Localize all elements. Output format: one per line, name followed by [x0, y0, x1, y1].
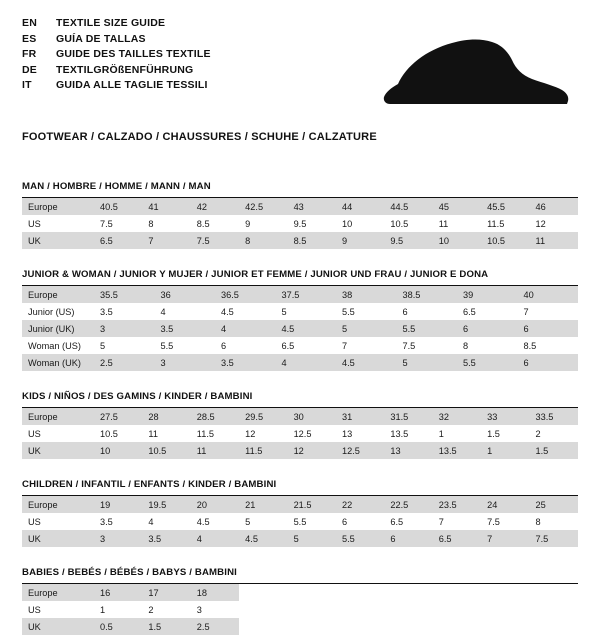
cell: 10 — [94, 442, 142, 459]
cell-empty — [288, 618, 336, 635]
section-children — [22, 479, 578, 547]
cell: 6 — [221, 340, 227, 351]
cell: 4.5 — [239, 530, 287, 547]
language-row — [22, 47, 211, 62]
cell: 8 — [239, 232, 287, 249]
cell: 7 — [438, 516, 444, 527]
cell: 40.5 — [94, 198, 142, 215]
cell: 4.5 — [221, 306, 234, 317]
cell: 4 — [160, 306, 166, 317]
language-title: GUIDA ALLE TAGLIE TESSILI — [56, 79, 208, 91]
cell: 23.5 — [433, 496, 481, 513]
cell: 13 — [384, 442, 432, 459]
cell: 36 — [155, 286, 216, 303]
cell: 36.5 — [215, 286, 276, 303]
cell: 4 — [215, 320, 276, 337]
cell: 28 — [142, 408, 190, 425]
section-kids — [22, 391, 578, 459]
cell: 11 — [191, 442, 239, 459]
cell: 33 — [481, 408, 529, 425]
cell: 11 — [530, 232, 578, 249]
cell-empty — [288, 584, 336, 601]
cell: 31.5 — [384, 408, 432, 425]
cell: 7 — [523, 306, 529, 317]
cell-empty — [288, 601, 336, 618]
cell: 3 — [94, 320, 155, 337]
table-row — [22, 198, 578, 215]
cell-empty — [481, 601, 529, 618]
cell: 31 — [336, 408, 384, 425]
table-row — [22, 513, 578, 530]
cell: 27.5 — [94, 408, 142, 425]
cell: 16 — [94, 584, 142, 601]
language-code: IT — [22, 79, 32, 91]
cell: 8 — [148, 218, 154, 229]
cell: 3.5 — [100, 516, 113, 527]
size-table-kids — [22, 408, 578, 459]
cell: 46 — [530, 198, 578, 215]
cell: 5 — [288, 530, 336, 547]
cell-empty — [530, 618, 578, 635]
table-row — [22, 618, 578, 635]
cell: 45.5 — [481, 198, 529, 215]
language-title: TEXTILE SIZE GUIDE — [56, 17, 166, 29]
language-code: DE — [22, 63, 37, 76]
table-row — [22, 303, 578, 320]
cell: 38.5 — [397, 286, 458, 303]
table-row — [22, 601, 578, 618]
language-title: TEXTILGRÖßENFÜHRUNG — [56, 63, 194, 76]
cell: 44.5 — [384, 198, 432, 215]
cell-empty — [481, 584, 529, 601]
cell: 41 — [142, 198, 190, 215]
cell: 43 — [288, 198, 336, 215]
language-row — [22, 78, 211, 93]
cell: 6.5 — [433, 530, 481, 547]
cell-empty — [336, 618, 384, 635]
cell: 6.5 — [94, 232, 142, 249]
section-title: MAN / HOMBRE / HOMME / MANN / MAN — [22, 181, 578, 198]
cell: 9.5 — [384, 232, 432, 249]
cell: 25 — [530, 496, 578, 513]
cell: 12 — [245, 428, 256, 439]
cell: 7 — [342, 340, 348, 351]
cell: 6 — [518, 320, 579, 337]
cell: 12.5 — [293, 428, 312, 439]
cell-empty — [239, 601, 287, 618]
cell: 2.5 — [191, 618, 239, 635]
cell: 5.5 — [160, 340, 174, 351]
cell-empty — [384, 584, 432, 601]
cell: 4 — [191, 530, 239, 547]
cell-empty — [384, 618, 432, 635]
cell: 6.5 — [463, 306, 476, 317]
table-row — [22, 496, 578, 513]
section-title: KIDS / NIÑOS / DES GAMINS / KINDER / BAMBINI — [22, 391, 578, 408]
cell: 20 — [191, 496, 239, 513]
cell: 9.5 — [293, 218, 307, 229]
row-label: Europe — [22, 286, 94, 303]
cell: 13.5 — [433, 442, 481, 459]
cell: 7.5 — [191, 232, 239, 249]
row-label: UK — [22, 530, 94, 547]
cell: 8 — [463, 340, 469, 351]
cell: 9 — [336, 232, 384, 249]
size-table-man — [22, 198, 578, 249]
cell-empty — [336, 584, 384, 601]
size-table-children — [22, 496, 578, 547]
cell: 7.5 — [402, 340, 416, 351]
cell-empty — [239, 618, 287, 635]
table-row — [22, 425, 578, 442]
cell: 12.5 — [336, 442, 384, 459]
cell: 11.5 — [239, 442, 287, 459]
cell: 42.5 — [239, 198, 287, 215]
row-label: Europe — [22, 496, 94, 513]
row-label: US — [28, 516, 41, 527]
cell: 3 — [94, 530, 142, 547]
section-junior-woman — [22, 269, 578, 371]
cell: 22.5 — [384, 496, 432, 513]
cell: 4 — [276, 354, 337, 371]
cell: 5.5 — [457, 354, 518, 371]
cell: 1.5 — [530, 442, 578, 459]
cell: 5.5 — [342, 306, 355, 317]
language-title-list — [22, 16, 211, 93]
cell: 5.5 — [293, 516, 307, 527]
cell-empty — [481, 618, 529, 635]
cell: 3.5 — [155, 320, 216, 337]
language-row — [22, 16, 211, 31]
cell-empty — [530, 601, 578, 618]
dress-shoe-icon — [380, 32, 570, 114]
cell: 4.5 — [336, 354, 397, 371]
row-label: US — [28, 604, 41, 615]
cell: 6.5 — [390, 516, 404, 527]
row-label: Woman (UK) — [22, 354, 94, 371]
cell: 6 — [341, 516, 348, 527]
cell: 8.5 — [288, 232, 336, 249]
cell: 10.5 — [481, 232, 529, 249]
section-babies — [22, 567, 578, 635]
cell: 19.5 — [142, 496, 190, 513]
cell: 6 — [402, 306, 408, 317]
cell: 3.5 — [215, 354, 276, 371]
cell-empty — [433, 618, 481, 635]
cell: 11 — [438, 218, 449, 229]
table-row — [22, 215, 578, 232]
row-label: Junior (UK) — [22, 320, 94, 337]
cell: 19 — [94, 496, 142, 513]
cell: 5 — [397, 354, 458, 371]
cell: 3.5 — [142, 530, 190, 547]
cell: 10.5 — [390, 218, 409, 229]
size-table-junior-woman — [22, 286, 578, 371]
cell: 11.5 — [196, 428, 214, 439]
row-label: Europe — [22, 584, 94, 601]
cell: 10 — [433, 232, 481, 249]
language-row — [22, 32, 211, 47]
cell: 21 — [239, 496, 287, 513]
cell-empty — [384, 601, 432, 618]
cell: 2.5 — [94, 354, 155, 371]
cell: 7.5 — [487, 516, 500, 527]
cell: 1.5 — [487, 428, 500, 439]
cell: 2 — [148, 604, 154, 615]
cell: 8.5 — [196, 218, 210, 229]
cell: 24 — [481, 496, 529, 513]
cell: 6 — [384, 530, 432, 547]
cell: 12 — [535, 218, 546, 229]
row-label: US — [28, 218, 41, 229]
cell-empty — [433, 584, 481, 601]
cell: 1 — [481, 442, 529, 459]
document-header — [22, 16, 578, 114]
table-row — [22, 530, 578, 547]
cell: 1 — [438, 428, 444, 439]
cell: 8.5 — [523, 340, 537, 351]
row-label: Europe — [22, 408, 94, 425]
cell: 28.5 — [191, 408, 239, 425]
row-label: Europe — [22, 198, 94, 215]
cell: 7.5 — [530, 530, 578, 547]
cell: 5 — [100, 340, 106, 351]
cell: 12 — [288, 442, 336, 459]
cell: 45 — [433, 198, 481, 215]
row-label: UK — [22, 232, 94, 249]
cell: 44 — [336, 198, 384, 215]
table-row — [22, 442, 578, 459]
cell: 13 — [341, 428, 353, 439]
cell: 10.5 — [100, 428, 118, 439]
cell: 6 — [457, 320, 518, 337]
cell: 21.5 — [288, 496, 336, 513]
language-code: FR — [22, 48, 37, 60]
row-label: US — [28, 428, 41, 439]
cell: 10.5 — [142, 442, 190, 459]
size-table-babies — [22, 584, 578, 635]
cell: 6.5 — [281, 340, 295, 351]
cell: 10 — [341, 218, 353, 229]
table-row — [22, 408, 578, 425]
cell: 37.5 — [276, 286, 337, 303]
cell: 7 — [142, 232, 190, 249]
cell: 4.5 — [196, 516, 210, 527]
cell: 22 — [336, 496, 384, 513]
row-label: UK — [22, 618, 94, 635]
table-row — [22, 286, 578, 303]
category-title: FOOTWEAR / CALZADO / CHAUSSURES / SCHUHE / CALZATURE — [22, 131, 377, 143]
language-row — [22, 63, 211, 78]
cell: 18 — [191, 584, 239, 601]
language-title: GUIDE DES TAILLES TEXTILE — [56, 48, 211, 60]
cell: 2 — [535, 428, 541, 439]
cell: 3 — [196, 604, 202, 615]
cell: 11 — [148, 428, 158, 439]
cell: 1.5 — [142, 618, 190, 635]
section-title: CHILDREN / INFANTIL / ENFANTS / KINDER / BAMBINI — [22, 479, 578, 496]
cell: 11.5 — [487, 218, 505, 229]
cell: 40 — [518, 286, 579, 303]
table-row — [22, 354, 578, 371]
cell: 35.5 — [94, 286, 155, 303]
cell: 17 — [142, 584, 190, 601]
cell: 5 — [281, 306, 287, 317]
cell: 38 — [336, 286, 397, 303]
cell: 5 — [336, 320, 397, 337]
cell: 32 — [433, 408, 481, 425]
cell: 7 — [481, 530, 529, 547]
section-man — [22, 181, 578, 249]
cell: 33.5 — [530, 408, 578, 425]
cell: 39 — [457, 286, 518, 303]
cell: 13.5 — [390, 428, 409, 439]
cell: 3.5 — [100, 306, 113, 317]
cell: 3 — [155, 354, 216, 371]
table-row — [22, 320, 578, 337]
cell: 0.5 — [94, 618, 142, 635]
cell: 5.5 — [397, 320, 458, 337]
table-row — [22, 337, 578, 354]
cell: 5 — [245, 516, 251, 527]
cell-empty — [530, 584, 578, 601]
cell-empty — [433, 601, 481, 618]
section-title: BABIES / BEBÉS / BÉBÉS / BABYS / BAMBINI — [22, 567, 578, 584]
cell-empty — [336, 601, 384, 618]
cell: 8 — [535, 516, 541, 527]
table-row — [22, 584, 578, 601]
row-label: Woman (US) — [28, 340, 81, 351]
cell: 30 — [288, 408, 336, 425]
language-code: ES — [22, 32, 37, 45]
cell: 6 — [518, 354, 579, 371]
cell: 9 — [245, 218, 251, 229]
cell: 7.5 — [100, 218, 113, 229]
cell: 42 — [191, 198, 239, 215]
cell: 1 — [100, 604, 106, 615]
row-label: Junior (US) — [28, 306, 75, 317]
language-title: GUÍA DE TALLAS — [56, 32, 146, 45]
row-label: UK — [22, 442, 94, 459]
cell: 4.5 — [276, 320, 337, 337]
cell: 4 — [148, 516, 154, 527]
section-title: JUNIOR & WOMAN / JUNIOR Y MUJER / JUNIOR ET FEMME / JUNIOR UND FRAU / JUNIOR E DONA — [22, 269, 578, 286]
language-code: EN — [22, 17, 37, 29]
cell-empty — [239, 584, 287, 601]
table-row — [22, 232, 578, 249]
cell: 29.5 — [239, 408, 287, 425]
cell: 5.5 — [336, 530, 384, 547]
